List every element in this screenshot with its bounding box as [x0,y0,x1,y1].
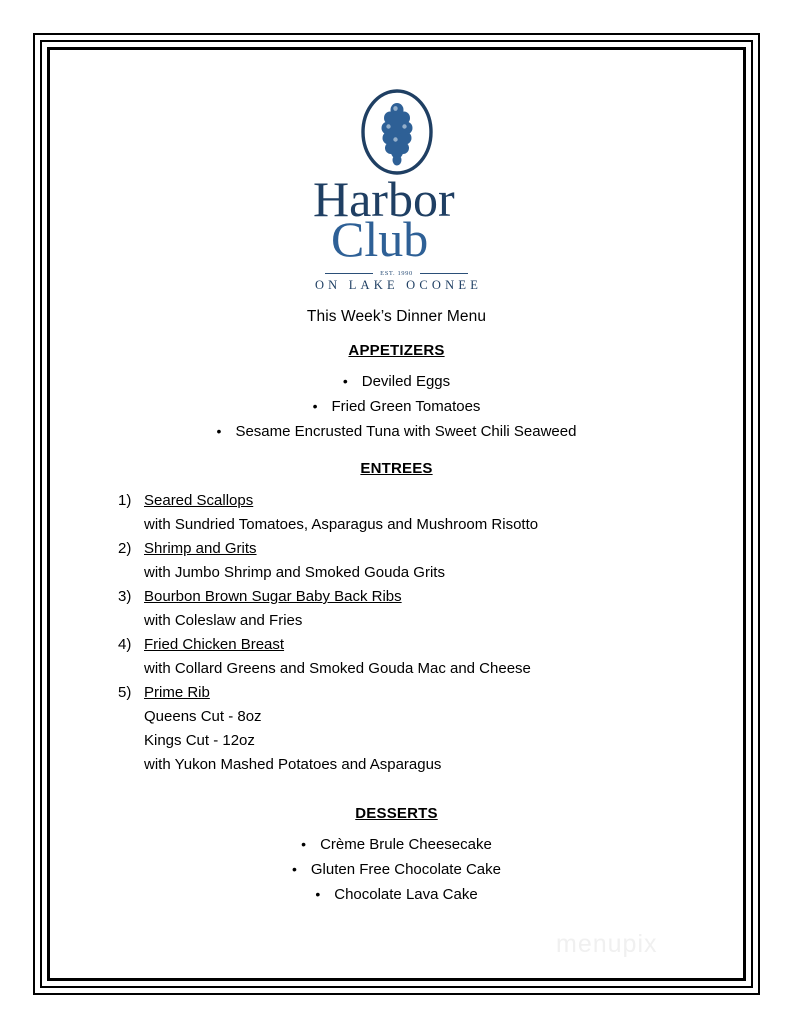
desserts-heading: DESSERTS [355,805,438,822]
entree-number: 1) [118,492,132,509]
appetizers-section [48,342,745,444]
list-item [48,882,745,907]
entree-description: with Coleslaw and Fries [144,612,303,629]
entree-name: Bourbon Brown Sugar Baby Back Ribs [144,588,402,605]
list-item [118,537,745,585]
bullet-icon: • [291,861,297,877]
entrees-section [48,460,745,777]
entree-portion-kings: Kings Cut - 12oz [144,732,255,749]
logo-established-row [48,270,745,277]
entree-description: with Yukon Mashed Potatoes and Asparagus [144,756,442,773]
list-item [48,394,745,419]
list-item [118,633,745,681]
entree-body [144,681,745,777]
entrees-list [48,489,745,777]
entree-body [144,537,745,585]
list-item [48,419,745,444]
restaurant-logo [48,48,745,293]
appetizers-heading: APPETIZERS [348,342,445,359]
list-item [118,489,745,537]
entree-body [144,489,745,537]
list-item [118,681,745,777]
entree-name: Shrimp and Grits [144,540,257,557]
appetizers-list [48,369,745,444]
entree-name: Fried Chicken Breast [144,636,285,653]
entree-description: with Jumbo Shrimp and Smoked Gouda Grits [144,564,445,581]
bullet-icon: • [315,886,321,902]
list-item [48,832,745,857]
dessert-name: Gluten Free Chocolate Cake [310,861,501,878]
menu-page [48,48,745,980]
wordmark-harbor: Harbor [312,172,455,227]
entree-name: Seared Scallops [144,492,254,509]
list-item [48,857,745,882]
entrees-heading: ENTREES [360,460,433,477]
bullet-icon: • [216,423,222,439]
tagline-rule-right [420,273,468,274]
appetizer-name: Fried Green Tomatoes [331,398,481,415]
entree-description: with Sundried Tomatoes, Asparagus and Mushroom Risotto [144,516,539,533]
entree-number: 5) [118,684,132,701]
entree-name: Prime Rib [144,684,210,701]
entree-body [144,585,745,633]
desserts-list [48,832,745,907]
tagline-rule-left [325,273,373,274]
entree-number: 4) [118,636,132,653]
entree-portion-queens: Queens Cut - 8oz [144,708,262,725]
menu-title: This Week’s Dinner Menu [306,308,487,325]
entree-description: with Collard Greens and Smoked Gouda Mac and Cheese [144,660,531,677]
dessert-name: Chocolate Lava Cake [334,886,478,903]
established-year: EST. 1990 [380,270,413,277]
bullet-icon: • [301,836,307,852]
list-item [118,585,745,633]
bullet-icon: • [312,398,318,414]
wordmark-club: Club [330,211,428,267]
list-item [48,369,745,394]
entree-number: 3) [118,588,132,605]
desserts-section [48,805,745,907]
appetizer-name: Deviled Eggs [361,373,451,390]
pinecone-logo-icon [354,88,440,176]
logo-tagline: ON LAKE OCONEE [314,278,483,292]
entree-body [144,633,745,681]
bullet-icon: • [342,373,348,389]
harbor-club-wordmark [307,172,487,268]
dessert-name: Crème Brule Cheesecake [320,836,492,853]
appetizer-name: Sesame Encrusted Tuna with Sweet Chili Seaweed [235,423,577,440]
menupix-watermark: menupix [556,930,658,958]
entree-number: 2) [118,540,132,557]
